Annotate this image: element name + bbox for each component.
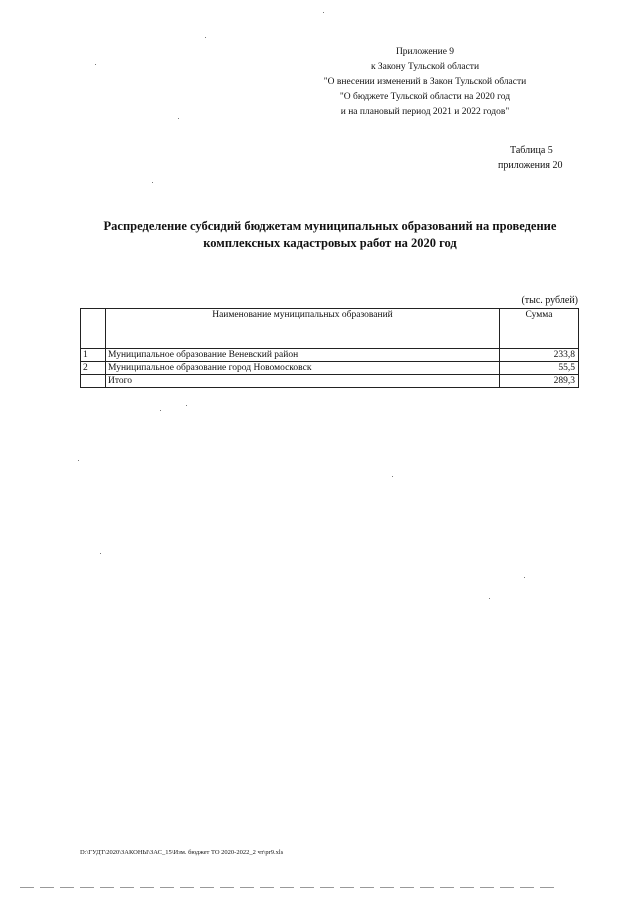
document-title (80, 218, 580, 252)
table-row (81, 349, 579, 362)
scan-speck (95, 64, 96, 65)
column-header-name: Наименование муниципальных образований (106, 309, 500, 349)
column-header-sum: Сумма (500, 309, 579, 349)
cell-name: Муниципальное образование Веневский район (106, 349, 500, 362)
scan-speck (152, 182, 153, 183)
file-path-footer: D:\ГУДТ\2020\ЗАКОНЫ\ЗАС_15\Изм. бюджет ТО 2020-2022_2 чт\pr9.xls (80, 849, 284, 856)
header-line: "О бюджете Тульской области на 2020 год (339, 92, 511, 102)
header-line: к Закону Тульской области (370, 62, 480, 72)
title-line: комплексных кадастровых работ на 2020 год (203, 236, 457, 250)
cell-name: Итого (106, 375, 500, 388)
cell-num: 1 (81, 349, 106, 362)
header-line: и на плановый период 2021 и 2022 годов" (340, 107, 510, 117)
table-total-row (81, 375, 579, 388)
table-number: Таблица 5 (510, 145, 553, 156)
scan-speck (186, 405, 187, 406)
header-line: "О внесении изменений в Закон Тульской области (323, 77, 527, 87)
scan-speck (78, 460, 79, 461)
scan-speck (392, 476, 393, 477)
cell-name: Муниципальное образование город Новомосковск (106, 362, 500, 375)
scan-edge-line (20, 887, 560, 888)
scan-speck (323, 12, 324, 13)
table-header-row (81, 309, 579, 349)
appendix-reference: приложения 20 (498, 160, 563, 171)
cell-sum: 233,8 (500, 349, 579, 362)
header-line: Приложение 9 (395, 47, 455, 57)
column-header-num (81, 309, 106, 349)
scan-speck (205, 37, 206, 38)
appendix-header (275, 45, 575, 120)
cell-num: 2 (81, 362, 106, 375)
subsidy-table (80, 308, 579, 388)
cell-sum: 55,5 (500, 362, 579, 375)
table-reference (498, 143, 562, 173)
units-label: (тыс. рублей) (521, 295, 578, 306)
table-row (81, 362, 579, 375)
scan-speck (489, 598, 490, 599)
scan-speck (160, 410, 161, 411)
cell-sum: 289,3 (500, 375, 579, 388)
scan-speck (178, 118, 179, 119)
title-line: Распределение субсидий бюджетам муниципальных образований на проведение (103, 219, 557, 233)
cell-num (81, 375, 106, 388)
scan-speck (524, 577, 525, 578)
scan-speck (100, 553, 101, 554)
